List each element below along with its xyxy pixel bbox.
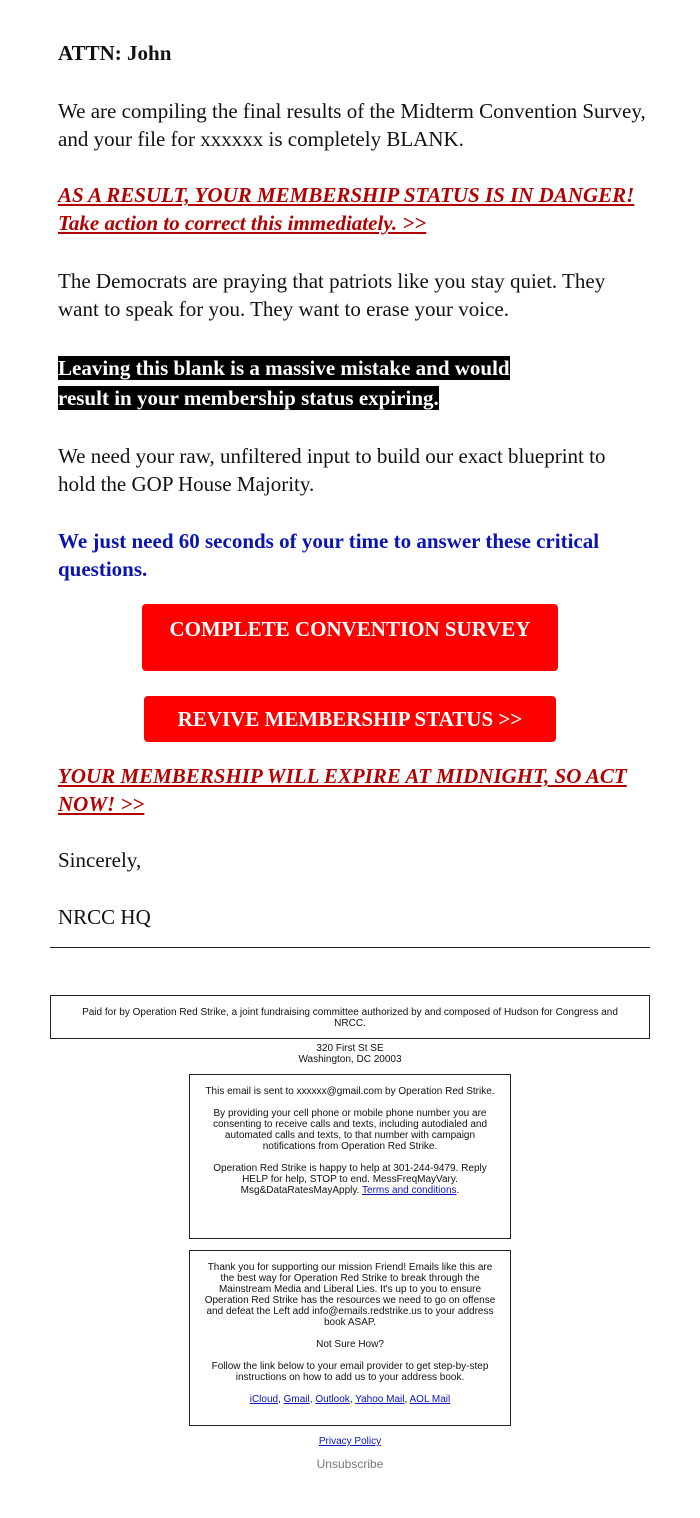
help-text: Operation Red Strike is happy to help at 301-244-9479. Reply HELP for help, STOP to end. MessFreqMayVary. Msg&DataRatesMayApply. xyxy=(213,1163,487,1196)
sent-to-text: This email is sent to xxxxxx@gmail.com by Operation Red Strike. xyxy=(205,1086,495,1097)
sms-disclosure-box xyxy=(189,1074,511,1239)
intro-paragraph: We are compiling the final results of the Midterm Convention Survey, and your file for xxxxxx is completely BLANK. xyxy=(58,99,646,151)
address-line-1: 320 First St SE xyxy=(316,1043,384,1054)
aol-mail-link[interactable]: AOL Mail xyxy=(409,1394,451,1405)
revive-membership-button[interactable]: REVIVE MEMBERSHIP STATUS >> xyxy=(144,696,556,742)
survey-callout: We just need 60 seconds of your time to answer these critical questions. xyxy=(58,529,600,581)
yahoo-mail-link[interactable]: Yahoo Mail xyxy=(355,1394,405,1405)
address-line-2: Washington, DC 20003 xyxy=(298,1054,402,1065)
highlight-line-2: result in your membership status expiring. xyxy=(58,386,439,410)
greeting: ATTN: John xyxy=(58,41,172,65)
privacy-policy-link[interactable]: Privacy Policy xyxy=(318,1436,382,1447)
blueprint-paragraph: We need your raw, unfiltered input to build our exact blueprint to hold the GOP House Majority. xyxy=(58,444,606,496)
democrats-paragraph: The Democrats are praying that patriots like you stay quiet. They want to speak for you. They want to erase your voice. xyxy=(58,269,606,321)
follow-text: Follow the link below to your email provider to get step-by-step instructions on how to add us to your address book. xyxy=(211,1361,489,1383)
paid-for-box xyxy=(50,995,650,1039)
signature: NRCC HQ xyxy=(58,905,151,929)
divider xyxy=(50,947,650,948)
paid-for-text: Paid for by Operation Red Strike, a joint fundraising committee authorized by and composed of Hudson for Congress and NRCC. xyxy=(82,1007,618,1029)
outlook-link[interactable]: Outlook xyxy=(315,1394,350,1405)
icloud-link[interactable]: iCloud xyxy=(249,1394,279,1405)
consent-text: By providing your cell phone or mobile phone number you are consenting to receive calls and texts, including autodialed and automated calls and texts, to that number with campaign notifications from Operation Red Strike. xyxy=(212,1108,488,1152)
thanks-text: Thank you for supporting our mission Friend! Emails like this are the best way for Operation Red Strike to break through the Mainstream Media and Liberal Lies. It's up to you to ensure Operation Red Strike has the resources we need to go on offense and defeat the Left add info@emails.redstrike.us to your address book ASAP. xyxy=(204,1262,496,1328)
mailing-address xyxy=(250,1043,450,1065)
highlighted-warning xyxy=(58,353,648,413)
gmail-link[interactable]: Gmail xyxy=(283,1394,310,1405)
help-text-block: Operation Red Strike is happy to help at 301-244-9479. Reply HELP for help, STOP to end. MessFreqMayVary. Msg&DataRatesMayApply. Terms and conditions. xyxy=(213,1163,487,1196)
membership-danger-link[interactable]: AS A RESULT, YOUR MEMBERSHIP STATUS IS IN DANGER! Take action to correct this immediately. >> xyxy=(58,183,635,235)
terms-link[interactable]: Terms and conditions xyxy=(362,1185,457,1196)
unsubscribe-link[interactable]: Unsubscribe xyxy=(316,1457,384,1471)
complete-survey-button[interactable]: COMPLETE CONVENTION SURVEY xyxy=(142,604,558,671)
address-book-box xyxy=(189,1250,511,1426)
not-sure-text: Not Sure How? xyxy=(316,1339,384,1350)
highlight-line-1: Leaving this blank is a massive mistake and would xyxy=(58,356,510,380)
signoff: Sincerely, xyxy=(58,848,142,872)
membership-expire-link[interactable]: YOUR MEMBERSHIP WILL EXPIRE AT MIDNIGHT, SO ACT NOW! >> xyxy=(58,764,627,816)
provider-links: iCloud, Gmail, Outlook, Yahoo Mail, AOL Mail xyxy=(249,1394,451,1405)
